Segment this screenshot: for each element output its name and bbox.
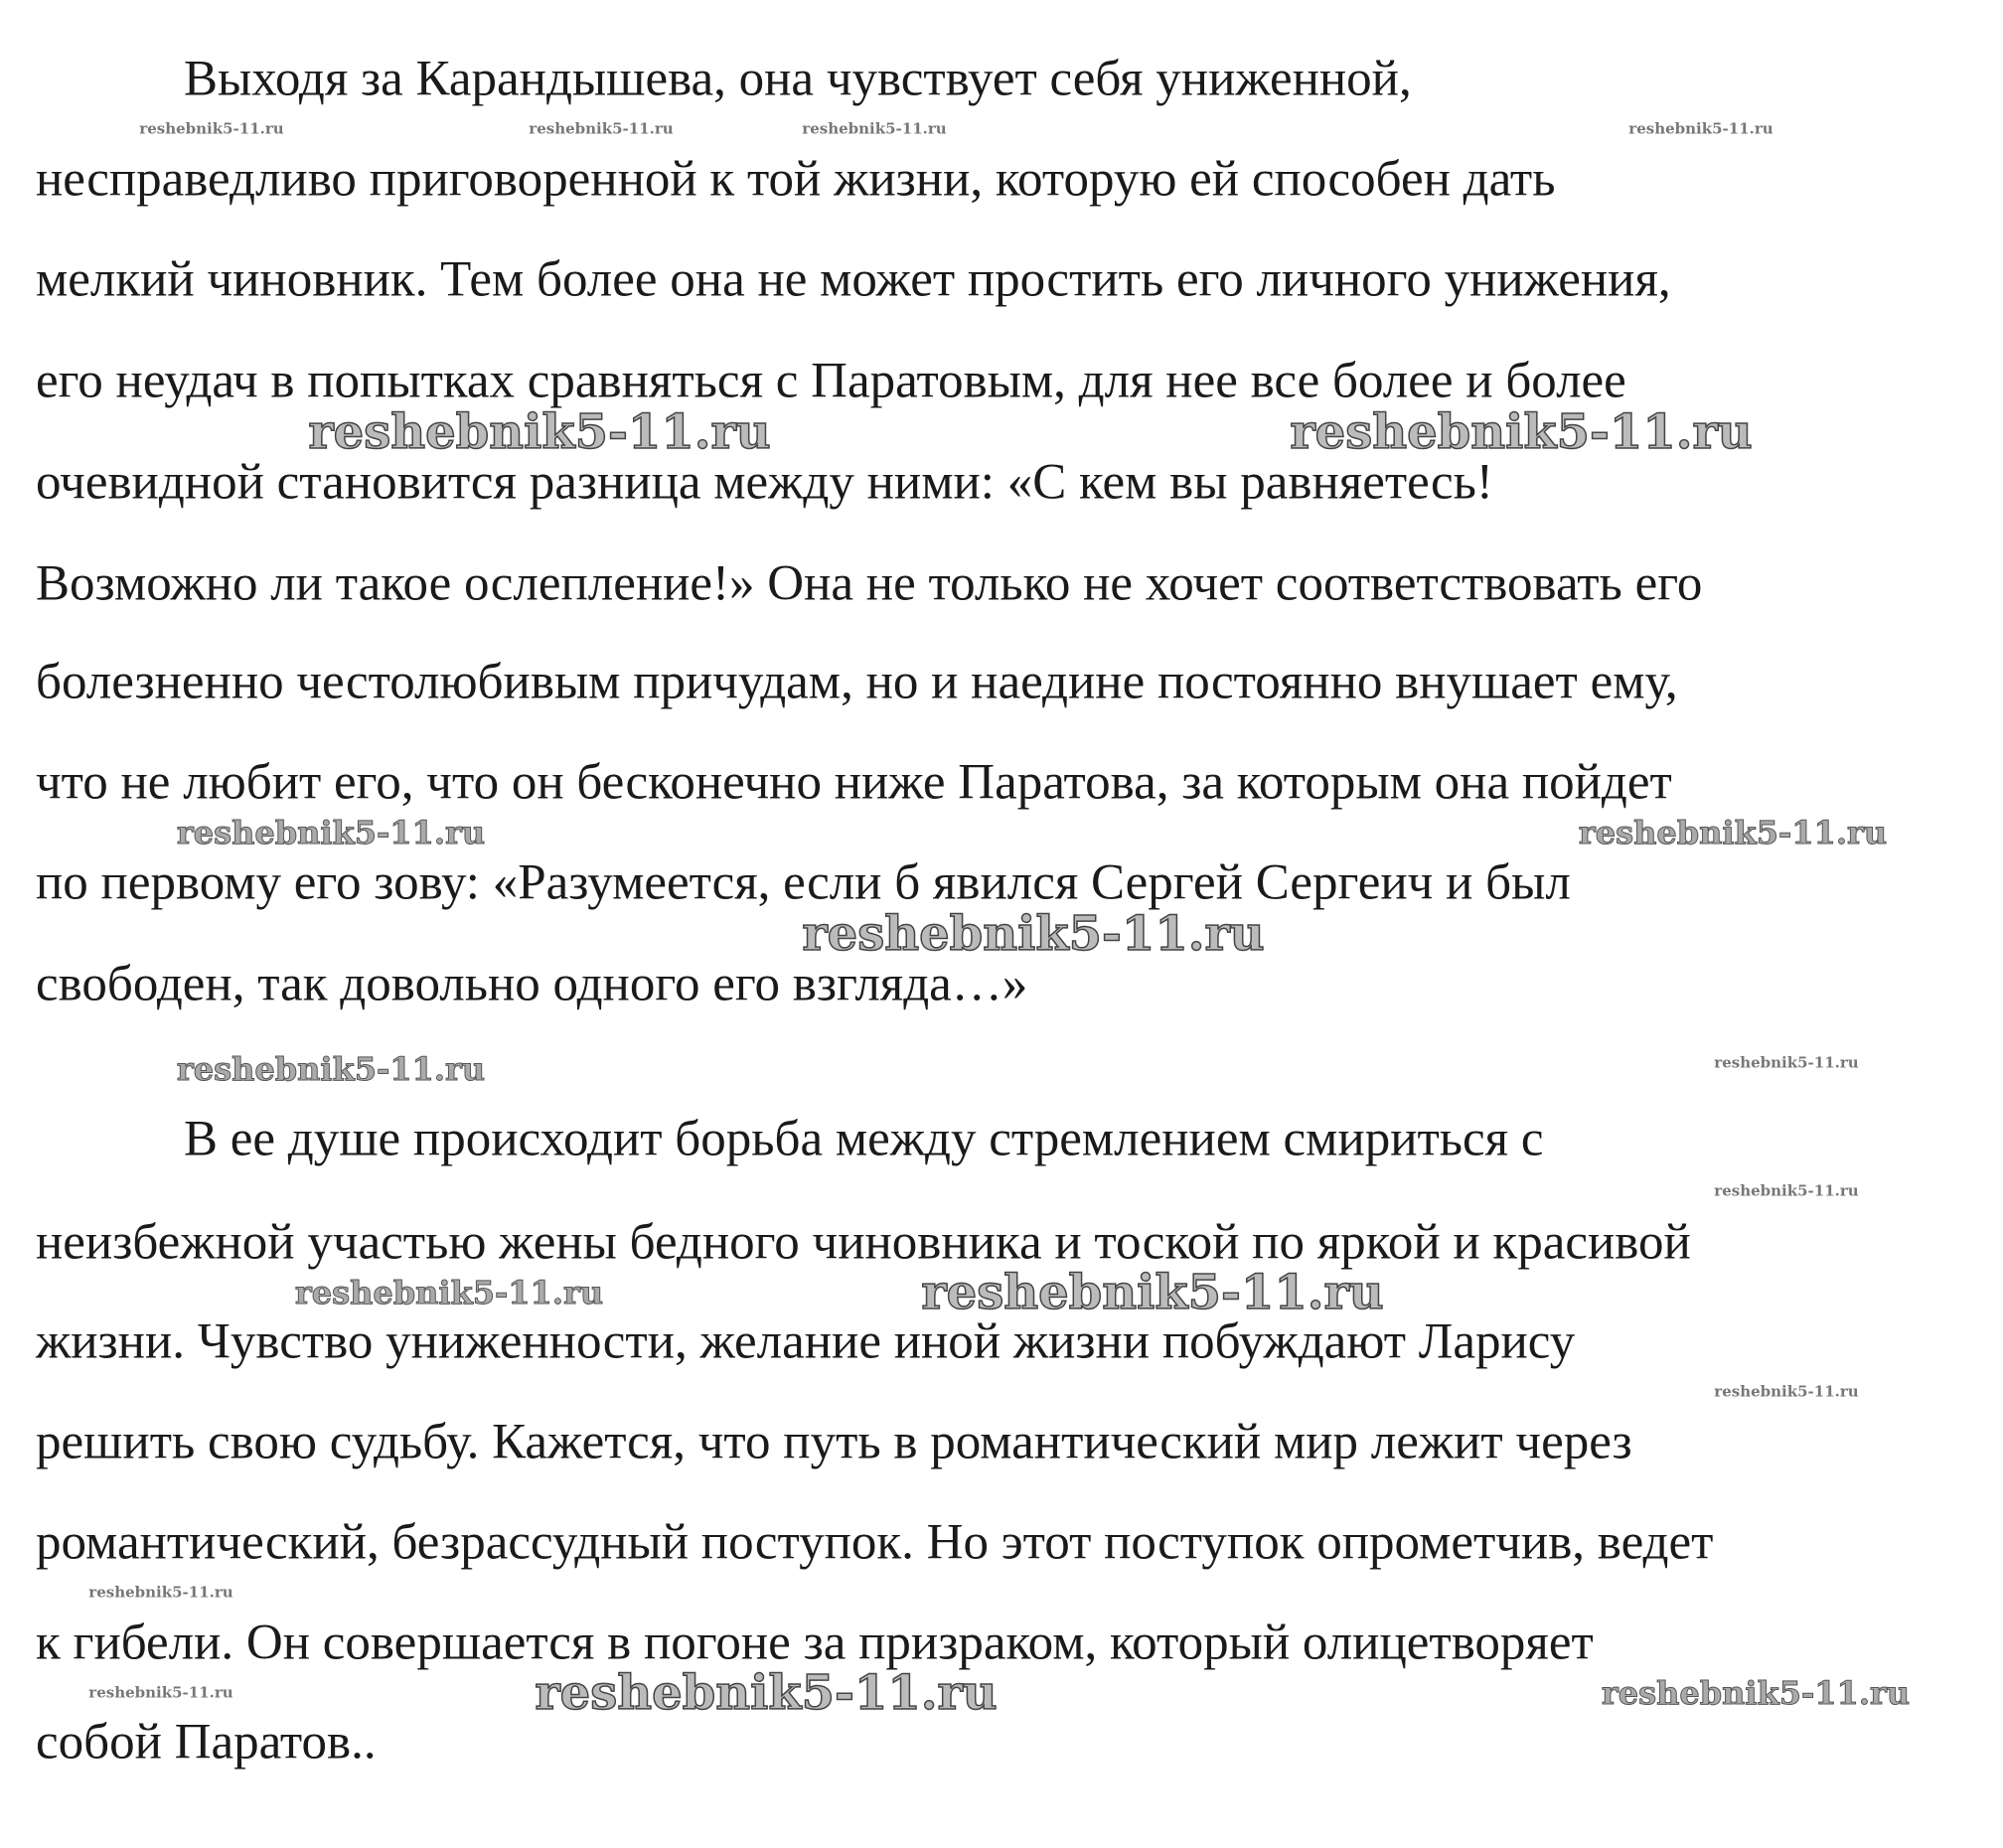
watermark: reshebnik5-11.ru bbox=[308, 404, 771, 460]
watermark: reshebnik5-11.ru bbox=[88, 1683, 233, 1702]
watermark: reshebnik5-11.ru bbox=[294, 1274, 604, 1311]
watermark: reshebnik5-11.ru bbox=[1714, 1181, 1859, 1200]
watermark: reshebnik5-11.ru bbox=[139, 119, 284, 138]
watermark: reshebnik5-11.ru bbox=[176, 1050, 486, 1088]
watermark: reshebnik5-11.ru bbox=[921, 1265, 1384, 1320]
text-line: Возможно ли такое ослепление!» Она не только не хочет соответствовать его bbox=[36, 555, 1703, 612]
watermark: reshebnik5-11.ru bbox=[535, 1665, 998, 1721]
watermark: reshebnik5-11.ru bbox=[88, 1583, 233, 1602]
watermark: reshebnik5-11.ru bbox=[176, 814, 486, 851]
watermark: reshebnik5-11.ru bbox=[1714, 1053, 1859, 1072]
text-line: по первому его зову: «Разумеется, если б явился Сергей Сергеич и был bbox=[36, 854, 1571, 911]
watermark: reshebnik5-11.ru bbox=[1578, 814, 1888, 851]
text-line: к гибели. Он совершается в погоне за призраком, который олицетворяет bbox=[36, 1615, 1594, 1671]
watermark: reshebnik5-11.ru bbox=[1628, 119, 1773, 138]
text-line: несправедливо приговоренной к той жизни, которую ей способен дать bbox=[36, 151, 1556, 208]
text-line: очевидной становится разница между ними: «С кем вы равняетесь! bbox=[36, 454, 1493, 511]
text-line: его неудач в попытках сравняться с Паратовым, для нее все более и более bbox=[36, 353, 1626, 409]
text-line: жизни. Чувство униженности, желание иной жизни побуждают Ларису bbox=[36, 1313, 1576, 1370]
text-line: мелкий чиновник. Тем более она не может простить его личного унижения, bbox=[36, 251, 1671, 308]
watermark: reshebnik5-11.ru bbox=[1601, 1674, 1911, 1712]
text-line: решить свою судьбу. Кажется, что путь в романтический мир лежит через bbox=[36, 1414, 1632, 1470]
text-line: болезненно честолюбивым причудам, но и наедине постоянно внушает ему, bbox=[36, 654, 1678, 710]
text-line: романтический, безрассудный поступок. Но этот поступок опрометчив, ведет bbox=[36, 1514, 1714, 1571]
watermark: reshebnik5-11.ru bbox=[1290, 404, 1753, 460]
text-line: Выходя за Карандышева, она чувствует себя униженной, bbox=[184, 51, 1412, 107]
text-line: В ее душе происходит борьба между стремлением смириться с bbox=[184, 1111, 1544, 1167]
watermark: reshebnik5-11.ru bbox=[529, 119, 674, 138]
watermark: reshebnik5-11.ru bbox=[802, 119, 947, 138]
watermark: reshebnik5-11.ru bbox=[802, 906, 1265, 962]
text-line: свободен, так довольно одного его взгляда…» bbox=[36, 956, 1028, 1012]
text-line: собой Паратов.. bbox=[36, 1714, 377, 1771]
text-line: что не любит его, что он бесконечно ниже Паратова, за которым она пойдет bbox=[36, 754, 1672, 811]
watermark: reshebnik5-11.ru bbox=[1714, 1382, 1859, 1401]
text-line: неизбежной участью жены бедного чиновника и тоской по яркой и красивой bbox=[36, 1214, 1691, 1271]
